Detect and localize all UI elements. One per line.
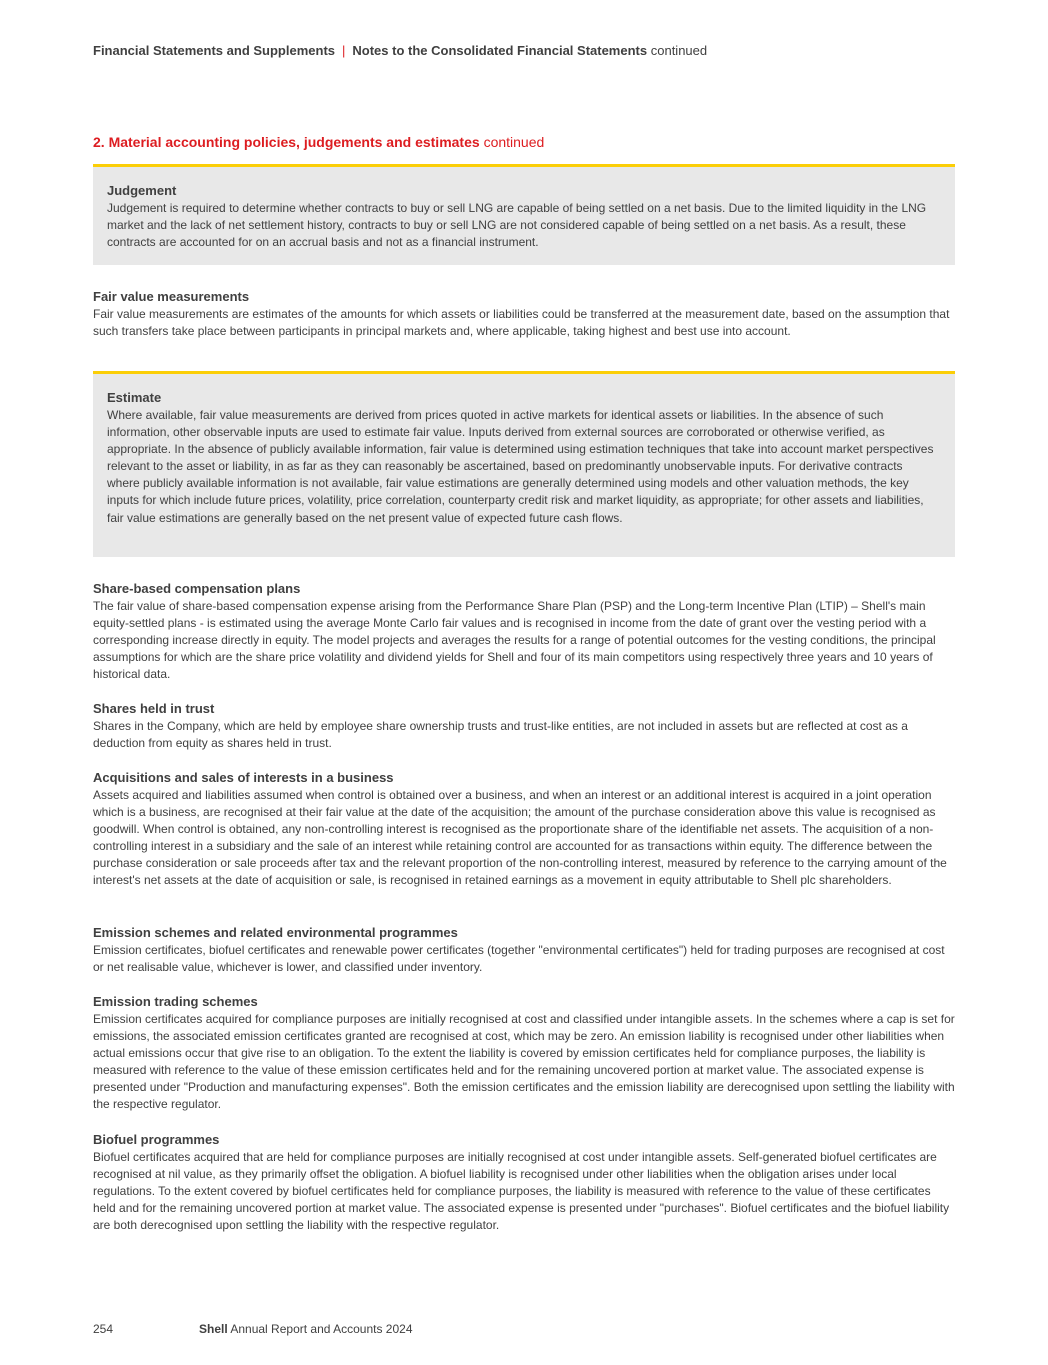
acquisitions-heading: Acquisitions and sales of interests in a business [93,770,394,785]
biofuel-section [93,1131,955,1234]
running-header [93,43,707,58]
header-continued: continued [650,43,708,58]
footer-brand: Shell [199,1322,228,1336]
estimate-heading: Estimate [107,390,162,405]
fair-value-text: Fair value measurements are estimates of the amounts for which assets or liabilities could be transferred at the measurement date, based on the assumption that such transfers take place between participants in principal markets and, where applicable, taking highest and best use into account. [93,307,950,339]
share-based-text: The fair value of share-based compensation expense arising from the Performance Share Plan (PSP) and the Long-term Incentive Plan (LTIP) – Shell's main equity-settled plans - is estimated using the average Monte Carlo fair values and is recognised in income from the date of grant over the vesting period with a corresponding increase directly in equity. The model projects and averages the results for a range of potential outcomes for the vesting conditions, the principal assumptions for which are the share price volatility and dividend yields for Shell and four of its main competitors using respectively three years and 10 years of historical data. [93,599,936,682]
acquisitions-section [93,769,955,890]
emission-schemes-text: Emission certificates, biofuel certificates and renewable power certificates (together "environmental certificates") held for trading purposes are recognised at cost or net realisable value, whichever is lower, and classified under inventory. [93,943,945,975]
emission-trading-section [93,993,955,1114]
emission-schemes-section [93,924,955,976]
header-chapter: Notes to the Consolidated Financial Statements [352,43,648,58]
shares-trust-text: Shares in the Company, which are held by employee share ownership trusts and trust-like entities, are not included in assets but are reflected at cost as a deduction from equity as shares held in trust. [93,719,908,751]
shares-trust-section [93,700,955,752]
judgement-text: Judgement is required to determine whether contracts to buy or sell LNG are capable of being settled on a net basis. Due to the limited liquidity in the LNG market and the lack of net settlement history, contracts to buy or sell LNG are not considered capable of being settled on a net basis. As a result, these contracts are accounted for on an accrual basis and not as a financial instrument. [107,201,927,250]
share-based-heading: Share-based compensation plans [93,581,301,596]
emission-trading-heading: Emission trading schemes [93,994,258,1009]
judgement-box [93,164,955,265]
page-number: 254 [93,1322,114,1336]
section-title-continued: continued [483,134,545,150]
page-footer [93,1322,413,1336]
biofuel-text: Biofuel certificates acquired that are held for compliance purposes are initially recognised at cost under intangible assets. Self-generated biofuel certificates are recognised at nil value, as they primarily offset the obligation. A biofuel liability is recognised under other liabilities when the obligation arises under local regulations. To the extent covered by biofuel certificates held for compliance purposes, the liability is measured with reference to the value of these certificates held and for the remaining uncovered portion at market value. The associated expense is presented under "purchases". Biofuel certificates and the biofuel liability are both derecognised upon settling the liability with the respective regulator. [93,1150,950,1233]
emission-schemes-heading: Emission schemes and related environmental programmes [93,925,458,940]
fair-value-section [93,288,955,340]
header-separator: | [342,43,346,58]
section-title-text: 2. Material accounting policies, judgements and estimates [93,134,480,150]
estimate-box [93,371,955,557]
header-section: Financial Statements and Supplements [93,43,335,58]
acquisitions-text: Assets acquired and liabilities assumed when control is obtained over a business, and when an interest or an additional interest is acquired in a joint operation which is a business, are recognised at their fair value at the date of the acquisition; the amount of the purchase consideration above this value is recognised as goodwill. When control is obtained, any non-controlling interest is recognised as the proportionate share of the identifiable net assets. The acquisition of a non-controlling interest in a subsidiary and the sale of an interest while retaining control are accounted for as transactions within equity. The difference between the purchase consideration or sale proceeds after tax and the relevant proportion of the non-controlling interest, measured by reference to the carrying amount of the interest's net assets at the date of acquisition or sale, is recognised in retained earnings as a movement in equity attributable to Shell plc shareholders. [93,788,947,888]
biofuel-heading: Biofuel programmes [93,1132,220,1147]
estimate-text: Where available, fair value measurements are derived from prices quoted in active markets for identical assets or liabilities. In the absence of such information, other observable inputs are used to estimate fair value. Inputs derived from external sources are corroborated or otherwise verified, as appropriate. In the absence of publicly available information, fair value is determined using estimation techniques that take into account market perspectives relevant to the asset or liability, in as far as they can reasonably be ascertained, based on predominantly unobservable inputs. For derivative contracts where publicly available information is not available, fair value estimations are generally determined using models and other valuation methods, the key inputs for which include future prices, volatility, price correlation, counterparty credit risk and market liquidity, as appropriate; for other assets and liabilities, fair value estimations are generally based on the net present value of expected future cash flows. [107,408,934,525]
section-title [93,134,544,150]
fair-value-heading: Fair value measurements [93,289,250,304]
share-based-section [93,580,955,683]
emission-trading-text: Emission certificates acquired for compliance purposes are initially recognised at cost and classified under intangible assets. In the schemes where a cap is set for emissions, the associated emission certificates granted are recognised at cost, which may be zero. An emission liability is recognised under other liabilities when actual emissions occur that give rise to an obligation. To the extent the liability is covered by emission certificates held for compliance purposes, the liability is measured with reference to the value of these emission certificates held and for the remaining uncovered portion at market value. The associated expense is presented under "Production and manufacturing expenses". Both the emission certificates and the emission liability are derecognised upon settling the liability with the respective regulator. [93,1012,955,1112]
footer-title: Annual Report and Accounts 2024 [230,1322,413,1336]
judgement-heading: Judgement [107,183,177,198]
shares-trust-heading: Shares held in trust [93,701,215,716]
